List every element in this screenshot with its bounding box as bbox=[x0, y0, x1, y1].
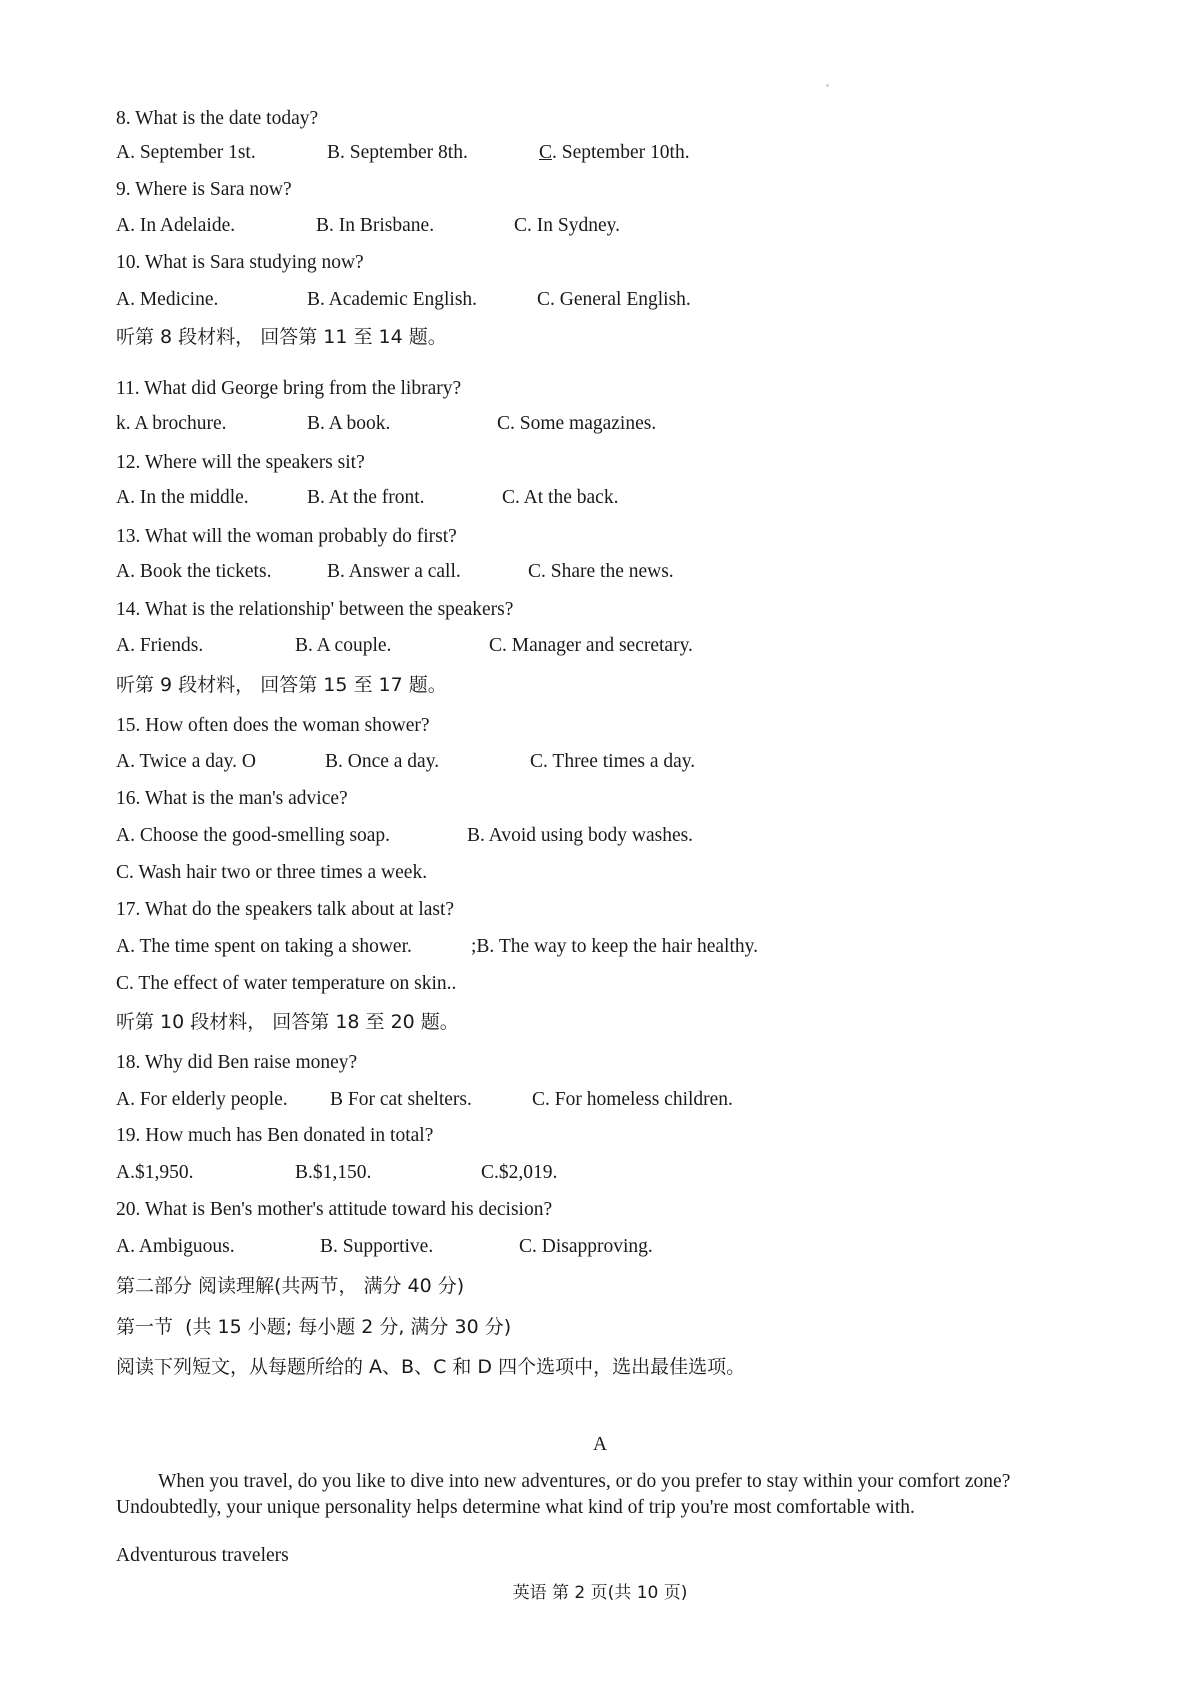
instruction-segment-8: 听第 8 段材料， 回答第 11 至 14 题。 bbox=[116, 326, 447, 348]
instruction-segment-10: 听第 10 段材料， 回答第 18 至 20 题。 bbox=[116, 1011, 459, 1033]
q9-option-b: B. In Brisbane. bbox=[316, 215, 435, 236]
scan-speck bbox=[826, 84, 829, 87]
q10-option-b: B. Academic English. bbox=[307, 289, 478, 310]
question-14: 14. What is the relationship' between the speakers? bbox=[116, 599, 514, 620]
question-8: 8. What is the date today? bbox=[116, 108, 319, 129]
question-11: 11. What did George bring from the library? bbox=[116, 378, 462, 399]
passage-paragraph-1: When you travel, do you like to dive into new adventures, or do you prefer to stay within your comfort zone? Undoubtedly, your unique personality helps determine what kind of trip you're most comfortable with. bbox=[116, 1471, 1011, 1518]
q9-option-c: C. In Sydney. bbox=[514, 215, 620, 236]
q15-option-a: A. Twice a day. O bbox=[116, 751, 256, 772]
question-20: 20. What is Ben's mother's attitude toward his decision? bbox=[116, 1199, 553, 1220]
q14-option-c: C. Manager and secretary. bbox=[489, 635, 693, 656]
q17-option-b: ;B. The way to keep the hair healthy. bbox=[471, 936, 758, 957]
q9-option-a: A. In Adelaide. bbox=[116, 215, 236, 236]
question-13: 13. What will the woman probably do first? bbox=[116, 526, 457, 547]
question-17: 17. What do the speakers talk about at last? bbox=[116, 899, 455, 920]
q8-option-c-text: . September 10th. bbox=[552, 142, 690, 163]
part2-directions: 阅读下列短文，从每题所给的 A、B、C 和 D 四个选项中，选出最佳选项。 bbox=[116, 1356, 746, 1378]
question-18: 18. Why did Ben raise money? bbox=[116, 1052, 358, 1073]
page-footer: 英语 第 2 页(共 10 页) bbox=[512, 1583, 688, 1603]
q12-option-b: B. At the front. bbox=[307, 487, 425, 508]
q19-option-b: B.$1,150. bbox=[295, 1162, 372, 1183]
q11-option-a: k. A brochure. bbox=[116, 413, 227, 434]
q13-option-c: C. Share the news. bbox=[528, 561, 674, 582]
question-15: 15. How often does the woman shower? bbox=[116, 715, 430, 736]
q16-option-a: A. Choose the good-smelling soap. bbox=[116, 825, 391, 846]
q8-option-b: B. September 8th. bbox=[327, 142, 468, 163]
q12-option-a: A. In the middle. bbox=[116, 487, 249, 508]
q20-option-c: C. Disapproving. bbox=[519, 1236, 653, 1257]
question-19: 19. How much has Ben donated in total? bbox=[116, 1125, 434, 1146]
q15-option-b: B. Once a day. bbox=[325, 751, 440, 772]
q16-option-c: C. Wash hair two or three times a week. bbox=[116, 862, 428, 883]
q19-option-a: A.$1,950. bbox=[116, 1162, 194, 1183]
question-12: 12. Where will the speakers sit? bbox=[116, 452, 365, 473]
q18-option-c: C. For homeless children. bbox=[532, 1089, 733, 1110]
q17-option-a: A. The time spent on taking a shower. bbox=[116, 936, 412, 957]
passage-label: A bbox=[592, 1434, 608, 1455]
q20-option-a: A. Ambiguous. bbox=[116, 1236, 235, 1257]
q15-option-c: C. Three times a day. bbox=[530, 751, 696, 772]
part2-section1: 第一节 (共 15 小题; 每小题 2 分, 满分 30 分) bbox=[116, 1316, 512, 1338]
q18-option-a: A. For elderly people. bbox=[116, 1089, 288, 1110]
q16-option-b: B. Avoid using body washes. bbox=[467, 825, 694, 846]
q10-option-c: C. General English. bbox=[537, 289, 691, 310]
q13-option-b: B. Answer a call. bbox=[327, 561, 461, 582]
q11-option-c: C. Some magazines. bbox=[497, 413, 657, 434]
question-9: 9. Where is Sara now? bbox=[116, 179, 292, 200]
q18-option-b: B For cat shelters. bbox=[330, 1089, 472, 1110]
instruction-segment-9: 听第 9 段材料， 回答第 15 至 17 题。 bbox=[116, 674, 447, 696]
question-10: 10. What is Sara studying now? bbox=[116, 252, 364, 273]
q14-option-b: B. A couple. bbox=[295, 635, 392, 656]
q11-option-b: B. A book. bbox=[307, 413, 391, 434]
passage-subheading: Adventurous travelers bbox=[116, 1545, 289, 1566]
q12-option-c: C. At the back. bbox=[502, 487, 619, 508]
q20-option-b: B. Supportive. bbox=[320, 1236, 434, 1257]
part2-heading: 第二部分 阅读理解(共两节， 满分 40 分) bbox=[116, 1275, 465, 1297]
q8-option-c-letter: C bbox=[539, 142, 553, 163]
q14-option-a: A. Friends. bbox=[116, 635, 204, 656]
q8-option-a: A. September 1st. bbox=[116, 142, 256, 163]
q8-option-c bbox=[539, 140, 690, 166]
question-16: 16. What is the man's advice? bbox=[116, 788, 348, 809]
q13-option-a: A. Book the tickets. bbox=[116, 561, 272, 582]
q19-option-c: C.$2,019. bbox=[481, 1162, 558, 1183]
q10-option-a: A. Medicine. bbox=[116, 289, 219, 310]
q17-option-c: C. The effect of water temperature on skin.. bbox=[116, 973, 457, 994]
